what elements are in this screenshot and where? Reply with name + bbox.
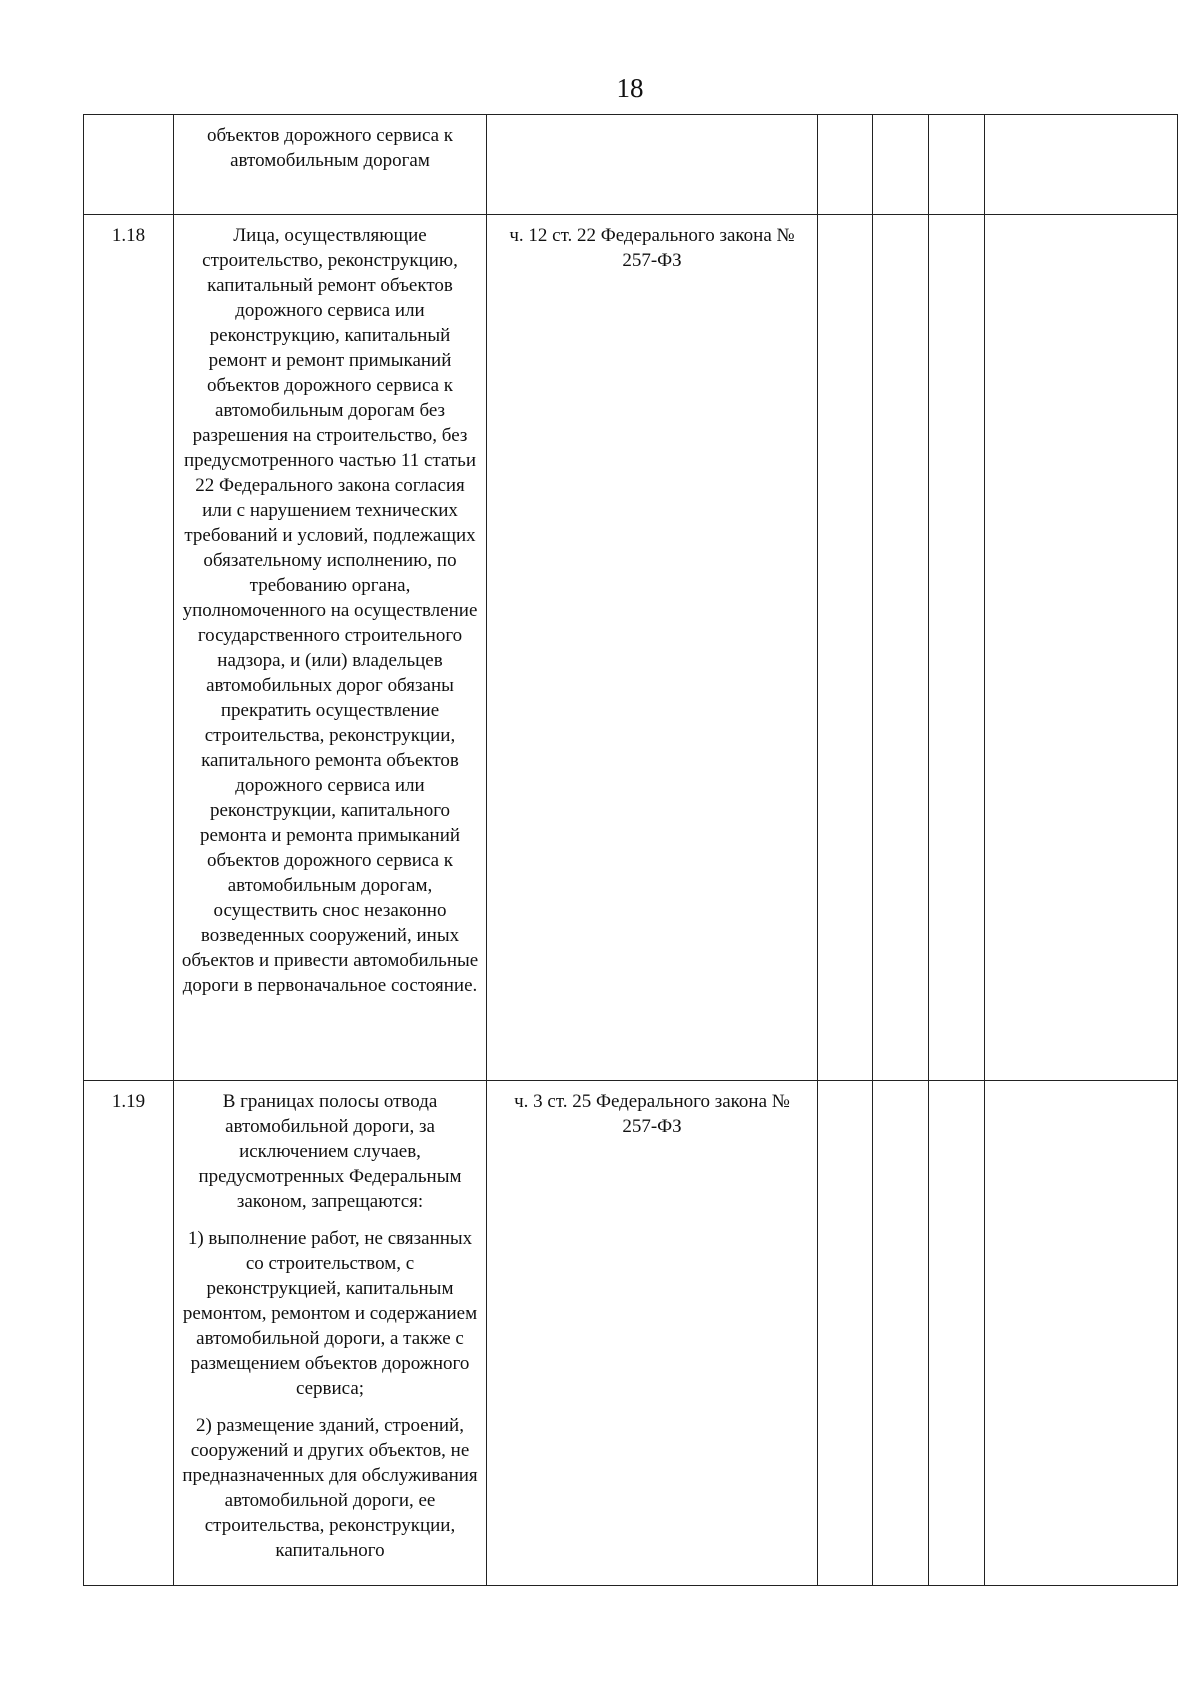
table-row	[84, 115, 1178, 215]
notes-cell	[985, 115, 1178, 215]
check-cell-no	[873, 215, 929, 1081]
item-number: 1.19	[84, 1081, 174, 1586]
requirement-text: 2) размещение зданий, строений, сооружений и других объектов, не предназначенных для обслуживания автомобильной дороги, ее строительства, реконструкции, капитального	[182, 1415, 478, 1561]
table-row	[84, 1081, 1178, 1586]
check-cell-yes	[818, 115, 873, 215]
legal-reference	[487, 115, 818, 215]
requirement-text: объектов дорожного сервиса к автомобильным дорогам	[206, 125, 454, 171]
requirement-cell	[174, 215, 487, 1081]
table-row	[84, 215, 1178, 1081]
legal-reference: ч. 3 ст. 25 Федерального закона № 257-ФЗ	[487, 1081, 818, 1586]
requirement-cell	[174, 115, 487, 215]
check-cell-yes	[818, 1081, 873, 1586]
check-cell-na	[929, 215, 985, 1081]
requirement-cell	[174, 1081, 487, 1586]
check-cell-yes	[818, 215, 873, 1081]
requirement-text: В границах полосы отвода автомобильной дороги, за исключением случаев, предусмотренных Федеральным законом, запрещаются:	[198, 1091, 462, 1212]
notes-cell	[985, 215, 1178, 1081]
item-number	[84, 115, 174, 215]
check-cell-no	[873, 115, 929, 215]
item-number: 1.18	[84, 215, 174, 1081]
requirement-text: 1) выполнение работ, не связанных со строительством, с реконструкцией, капитальным ремонтом, ремонтом и содержанием автомобильной дороги, а также с размещением объектов дорожного сервиса;	[182, 1228, 478, 1399]
notes-cell	[985, 1081, 1178, 1586]
checklist-table	[83, 114, 1178, 1586]
check-cell-na	[929, 1081, 985, 1586]
check-cell-na	[929, 115, 985, 215]
requirement-text: Лица, осуществляющие строительство, реконструкцию, капитальный ремонт объектов дорожного сервиса или реконструкцию, капитальный ремонт и ремонт примыканий объектов дорожного сервиса к автомобильным дорогам без разрешения на строительство, без предусмотренного частью 11 статьи 22 Федерального закона согласия или с нарушением технических требований и условий, подлежащих обязательному исполнению, по требованию органа, уполномоченного на осуществление государственного строительного надзора, и (или) владельцев автомобильных дорог обязаны прекратить осуществление строительства, реконструкции, капитального ремонта объектов дорожного сервиса или реконструкции, капитального ремонта и ремонта примыканий объектов дорожного сервиса к автомобильным дорогам, осуществить снос незаконно возведенных сооружений, иных объектов и привести автомобильные дороги в первоначальное состояние.	[181, 225, 479, 996]
page-number: 18	[616, 73, 644, 103]
check-cell-no	[873, 1081, 929, 1586]
legal-reference: ч. 12 ст. 22 Федерального закона № 257-ФЗ	[487, 215, 818, 1081]
